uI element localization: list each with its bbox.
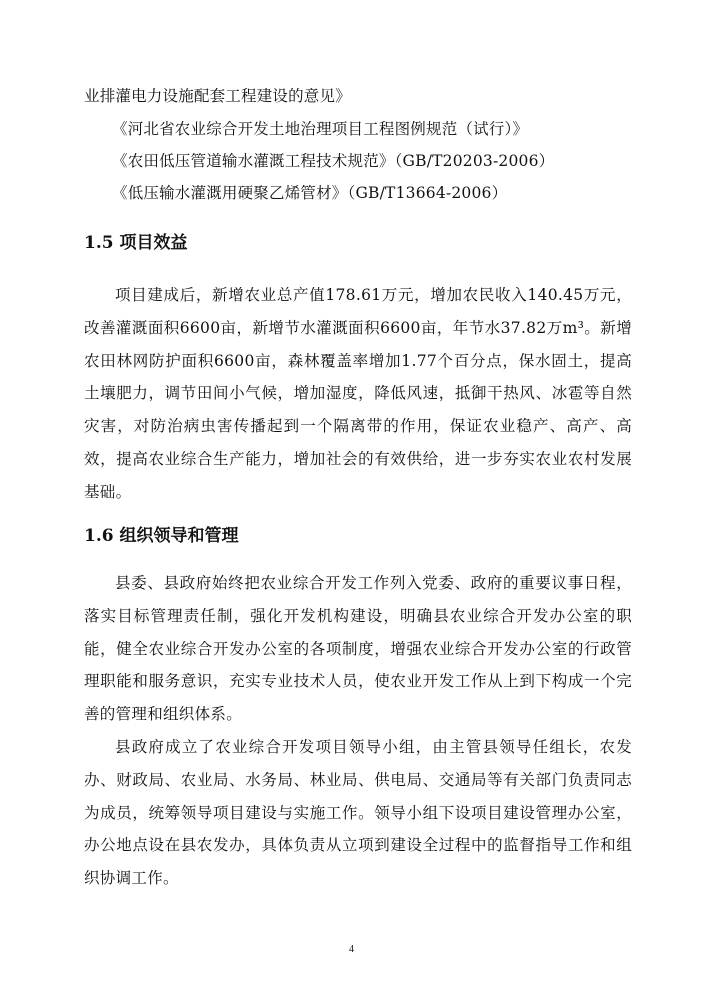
section-1-6-paragraph-2: 县政府成立了农业综合开发项目领导小组，由主管县领导任组长，农发办、财政局、农业局、水务局、林业局、供电局、交通局等有关部门负责同志为成员，统筹领导项目建设与实施工作。领导小组下设项目建设管理办公室，办公地点设在县农发办，具体负责从立项到建设全过程中的监督指导工作和组织协调工作。: [84, 738, 632, 888]
section-heading-1-6: 1.6 组织领导和管理: [84, 526, 239, 546]
reference-continuation: 业排灌电力设施配套工程建设的意见》: [84, 87, 351, 105]
section-1-6-paragraph-1: 县委、县政府始终把农业综合开发工作列入党委、政府的重要议事日程，落实目标管理责任制，强化开发机构建设，明确县农业综合开发办公室的职能，健全农业综合开发办公室的各项制度，增强农业综合开发办公室的行政管理职能和服务意识，充实专业技术人员，使农业开发工作从上到下构成一个完善的管理和组织体系。: [84, 574, 632, 724]
page-number: 4: [349, 944, 354, 955]
reference-item: 《农田低压管道输水灌溉工程技术规范》（GB/T20203-2006）: [112, 152, 555, 170]
reference-item: 《河北省农业综合开发土地治理项目工程图例规范（试行）》: [112, 120, 529, 138]
reference-item: 《低压输水灌溉用硬聚乙烯管材》（GB/T13664-2006）: [112, 184, 508, 202]
section-1-5-paragraph: 项目建成后，新增农业总产值178.61万元，增加农民收入140.45万元，改善灌溉面积6600亩，新增节水灌溉面积6600亩，年节水37.82万m³。新增农田林网防护面积6600亩，森林覆盖率增加1.77个百分点，保水固土，提高土壤肥力，调节田间小气候，增加湿度，降低风速，抵御干热风、冰雹等自然灾害，对防治病虫害传播起到一个隔离带的作用，保证农业稳产、高产、高效，提高农业综合生产能力，增加社会的有效供给，进一步夯实农业农村发展基础。: [84, 286, 632, 501]
section-heading-1-5: 1.5 项目效益: [84, 233, 188, 253]
